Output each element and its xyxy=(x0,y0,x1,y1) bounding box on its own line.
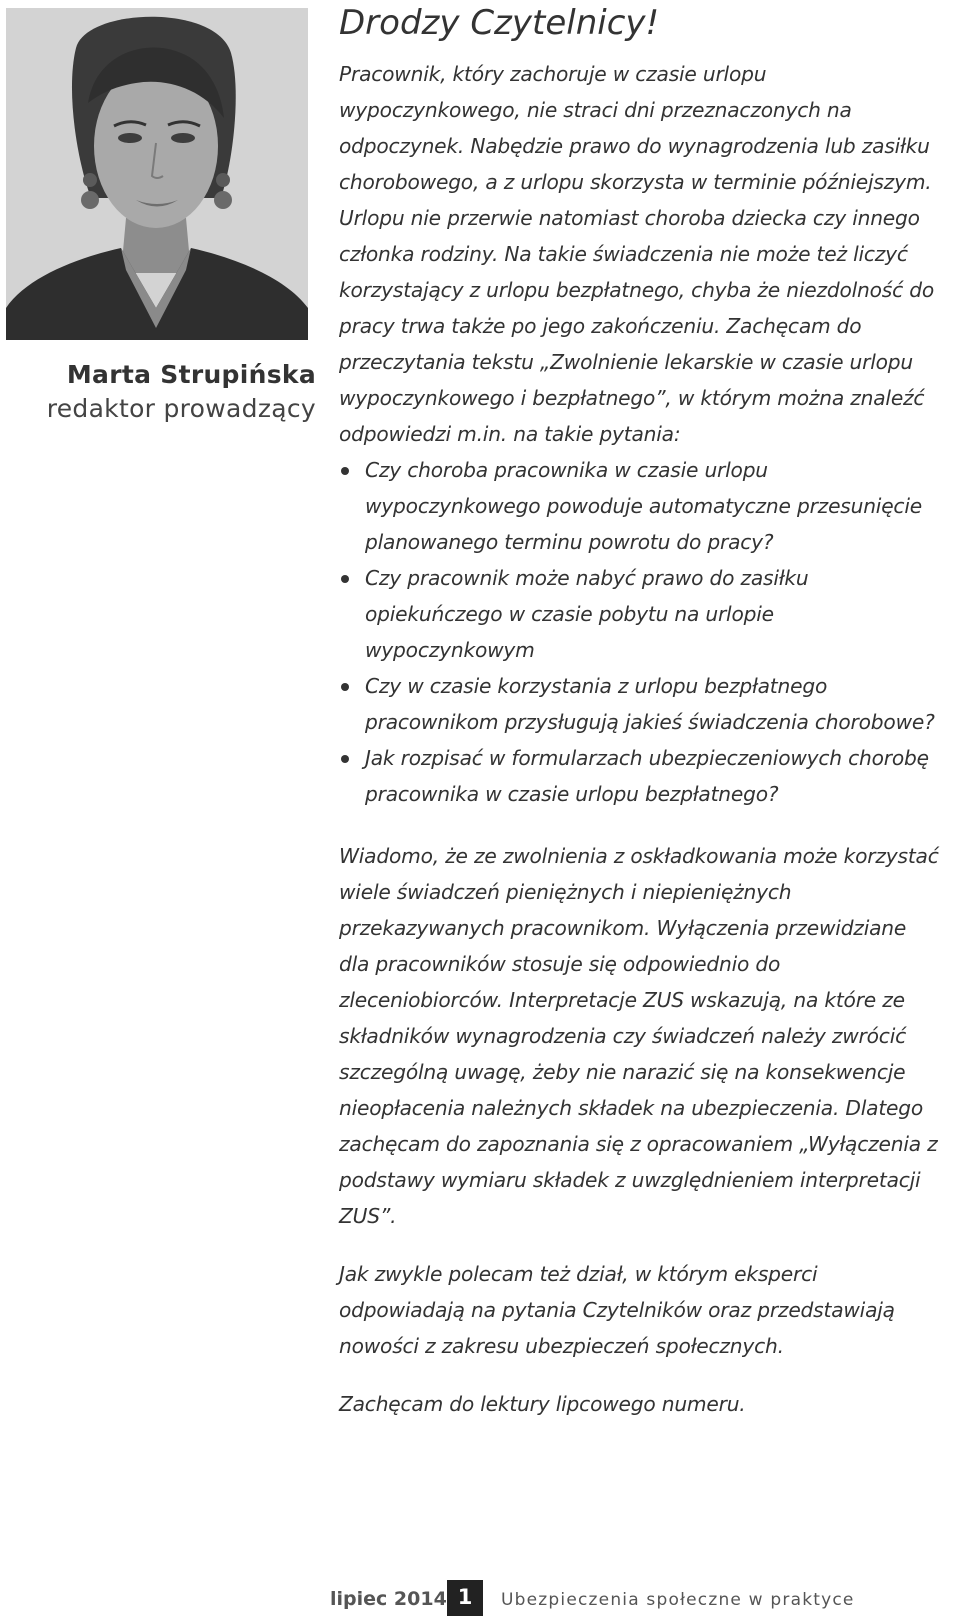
editorial-heading: Drodzy Czytelnicy! xyxy=(339,3,660,43)
author-role: redaktor prowadzący xyxy=(46,394,316,423)
author-caption xyxy=(6,358,316,426)
question-text: Jak rozpisać w formularzach ubezpieczeniowych chorobę pracownika w czasie urlopu bezpłatnego? xyxy=(365,746,929,806)
author-photo xyxy=(6,8,308,340)
bullet-icon xyxy=(341,683,349,691)
page-number: 1 xyxy=(447,1580,483,1616)
list-item xyxy=(339,740,939,812)
bullet-icon xyxy=(341,467,349,475)
list-item xyxy=(339,452,939,560)
list-item xyxy=(339,668,939,740)
issue-date: lipiec 2014 xyxy=(330,1588,447,1610)
bullet-icon xyxy=(341,755,349,763)
body-paragraph: Jak zwykle polecam też dział, w którym eksperci odpowiadają na pytania Czytelników oraz przedstawiają nowości z zakresu ubezpieczeń społecznych. xyxy=(339,1262,895,1358)
question-list xyxy=(339,452,939,812)
editorial-content xyxy=(339,2,939,1422)
page-footer xyxy=(330,1580,950,1616)
bullet-icon xyxy=(341,575,349,583)
author-name: Marta Strupińska xyxy=(66,360,316,389)
question-text: Czy pracownik może nabyć prawo do zasiłku opiekuńczego w czasie pobytu na urlopie wypoczynkowym xyxy=(365,566,809,662)
question-text: Czy w czasie korzystania z urlopu bezpłatnego pracownikom przysługują jakieś świadczenia chorobowe? xyxy=(365,674,935,734)
list-item xyxy=(339,560,939,668)
body-paragraph: Wiadomo, że ze zwolnienia z oskładkowania może korzystać wiele świadczeń pieniężnych i niepieniężnych przekazywanych pracownikom. Wyłączenia przewidziane dla pracowników stosuje się odpowiednio do zleceniobiorców. Interpretacje ZUS wskazują, na które ze składników wynagrodzenia czy świadczeń należy zwrócić szczególną uwagę, żeby nie narazić się na konsekwencje nieopłacenia należnych składek na ubezpieczenia. Dlatego zachęcam do zapoznania się z opracowaniem „Wyłączenia z podstawy wymiaru składek z uwzględnieniem interpretacji ZUS”. xyxy=(339,844,939,1228)
publication-title: Ubezpieczenia społeczne w praktyce xyxy=(501,1590,855,1610)
question-text: Czy choroba pracownika w czasie urlopu wypoczynkowego powoduje automatyczne przesunięcie planowanego terminu powrotu do pracy? xyxy=(365,458,922,554)
closing-paragraph: Zachęcam do lektury lipcowego numeru. xyxy=(339,1392,746,1416)
intro-paragraph: Pracownik, który zachoruje w czasie urlopu wypoczynkowego, nie straci dni przeznaczonych na odpoczynek. Nabędzie prawo do wynagrodzenia lub zasiłku chorobowego, a z urlopu skorzysta w terminie późniejszym. Urlopu nie przerwie natomiast choroba dziecka czy innego członka rodziny. Na takie świadczenia nie może też liczyć korzystający z urlopu bezpłatnego, chyba że niezdolność do pracy trwa także po jego zakończeniu. Zachęcam do przeczytania tekstu „Zwolnienie lekarskie w czasie urlopu wypoczynkowego i bezpłatnego”, w którym można znaleźć odpowiedzi m.in. na takie pytania: xyxy=(339,62,934,446)
